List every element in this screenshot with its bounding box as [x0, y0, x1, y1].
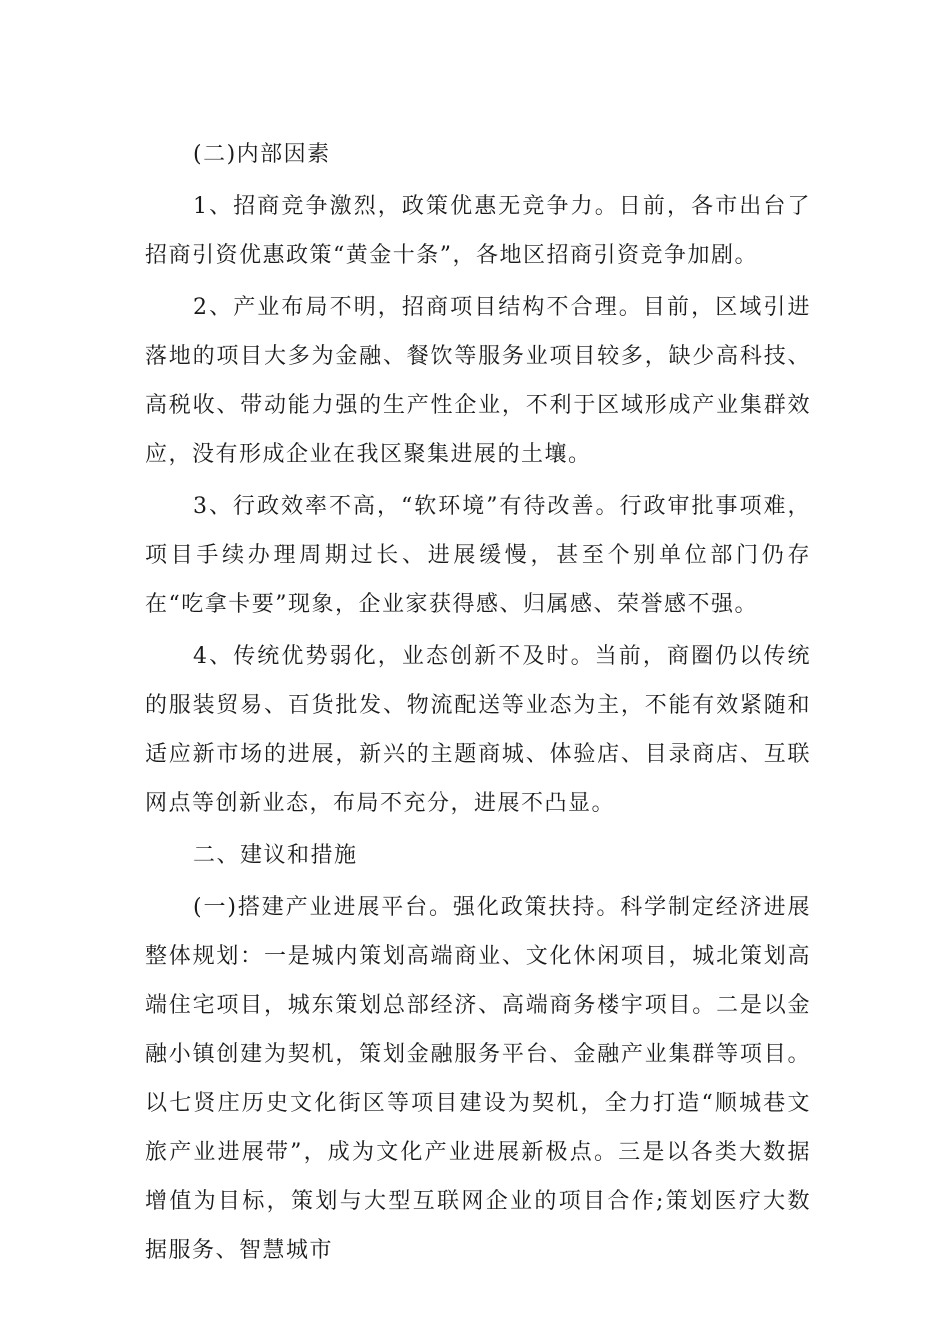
paragraph-item-1: 1、招商竞争激烈，政策优惠无竞争力。日前，各市出台了招商引资优惠政策“黄金十条”，各地区招商引资竞争加剧。 — [145, 194, 811, 268]
section-heading-suggestions: 二、建议和措施 — [193, 843, 358, 868]
paragraph-item-4: 4、传统优势弱化，业态创新不及时。当前，商圈仍以传统的服装贸易、百货批发、物流配送等业态为主，不能有效紧随和适应新市场的进展，新兴的主题商城、体验店、目录商店、互联网点等创新业态，布局不充分，进展不凸显。 — [145, 644, 811, 816]
paragraph-item-3: 3、行政效率不高，“软环境”有待改善。行政审批事项难，项目手续办理周期过长、进展缓慢，甚至个别单位部门仍存在“吃拿卡要”现象，企业家获得感、归属感、荣誉感不强。 — [145, 494, 811, 617]
paragraph-item-2: 2、产业布局不明，招商项目结构不合理。目前，区域引进落地的项目大多为金融、餐饮等服务业项目较多，缺少高科技、高税收、带动能力强的生产性企业，不利于区域形成产业集群效应，没有形成企业在我区聚集进展的土壤。 — [145, 295, 811, 467]
subsection-heading-internal-factors: (二)内部因素 — [193, 142, 331, 167]
paragraph-platform-building: (一)搭建产业进展平台。强化政策扶持。科学制定经济进展整体规划：一是城内策划高端商业、文化休闲项目，城北策划高端住宅项目，城东策划总部经济、高端商务楼宇项目。二是以金融小镇创建为契机，策划金融服务平台、金融产业集群等项目。以七贤庄历史文化街区等项目建设为契机，全力打造“顺城巷文旅产业进展带”，成为文化产业进展新极点。三是以各类大数据增值为目标，策划与大型互联网企业的项目合作;策划医疗大数据服务、智慧城市 — [145, 895, 811, 1263]
document-body — [145, 130, 811, 1275]
